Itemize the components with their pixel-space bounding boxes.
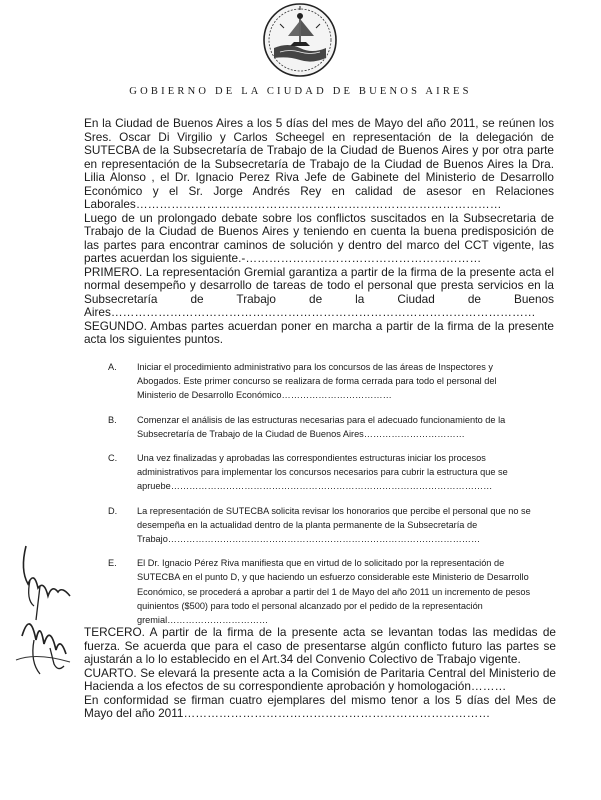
segundo-clause: SEGUNDO. Ambas partes acuerdan poner en marcha a partir de la firma de la presente acta los siguientes puntos. [84, 318, 554, 346]
list-item [108, 360, 538, 403]
list-item [108, 504, 538, 547]
handwritten-signature [0, 540, 84, 700]
conformity-statement: En conformidad se firman cuatro ejemplares del mismo tenor a los 5 días del Mes de Mayo del año 2011…………………………………………………………………… [84, 692, 556, 720]
item-letter: B. [108, 414, 117, 425]
item-letter: C. [108, 453, 118, 464]
item-letter: E. [108, 558, 117, 569]
opening-paragraph: En la Ciudad de Buenos Aires a los 5 días del mes de Mayo del año 2011, se reúnen los Sres. Oscar Di Virgilio y Carlos Scheegel en representación de la delegación de SUTECBA de la Subsecretaría de Trabajo de la Ciudad de Buenos Aires y por otra parte en representación de la Subsecretaría de Trabajo de la Ciudad de Buenos Aires la Dra. Lilia Alonso , el Dr. Ignacio Perez Riva Jefe de Gabinete del Ministerio de Desarrollo Económico y el Sr. Jorge Andrés Rey en calidad de asesor en Relaciones Laborales………………………………………………………………………………… [84, 116, 554, 211]
item-letter: D. [108, 505, 118, 516]
primero-clause: PRIMERO. La representación Gremial garantiza a partir de la firma de la presente acta el normal desempeño y desarrollo de tareas de todo el personal que presta servicios en la Subsecretaría de Trabajo de la Ciudad de Buenos Aires……………………………………………………………………………………………… [84, 264, 554, 319]
tercero-clause: TERCERO. A partir de la firma de la presente acta se levantan todas las medidas de fuerza. Se acuerda que para el caso de presentarse algún conflicto futuro las partes se ajustarán a lo lo establecido en el Art.34 del Convenio Colectivo de Trabajo vigente. [84, 625, 556, 666]
item-text: Comenzar el análisis de las estructuras necesarias para el adecuado funcionamiento de la Subsecretaría de Trabajo de la Ciudad de Buenos Aires…………………………… [137, 414, 506, 439]
item-text: Iniciar el procedimiento administrativo para los concursos de las áreas de Inspectores y Abogados. Este primer concurso se realizara de forma cerrada para todo el personal del Ministerio de Desarrollo Económico……………………………… [137, 362, 497, 401]
agreement-points-list [108, 360, 538, 637]
item-text: Una vez finalizadas y aprobadas las correspondientes estructuras iniciar los procesos administrativos para implementar los concursos necesarios para cubrir la estructura que se apruebe…………………………………………………………………………………………… [137, 453, 508, 492]
document-body [84, 117, 554, 347]
cuarto-clause: CUARTO. Se elevará la presente acta a la Comisión de Paritaria Central del Ministerio de Hacienda a los efectos de su correspondiente aprobación y homologación……… [84, 665, 556, 693]
item-text: La representación de SUTECBA solicita revisar los honorarios que percibe el personal que no se desempeña en la actualidad dentro de la planta permanente de la Subsecretaría de Trabajo………………………………………………………………………………………… [137, 505, 531, 545]
closing-clauses [84, 626, 556, 721]
item-letter: A. [108, 362, 117, 372]
list-item [108, 451, 538, 494]
item-text: El Dr. Ignacio Pérez Riva manifiesta que en virtud de lo solicitado por la representación de SUTECBA en el punto D, y que haciendo un esfuerzo considerable este Ministerio de Desarrollo Económico, se procederá a aprobar a partir del 1 de Mayo del año 2011 un incremento de pesos quinientos ($500) para todo el personal alcanzado por el pedido de la representación gremial…………………………… [137, 558, 531, 626]
city-coat-of-arms-seal [260, 2, 340, 78]
debate-paragraph: Luego de un prolongado debate sobre los conflictos suscitados en la Subsecretaria de Trabajo de la Ciudad de Buenos Aires y teniendo en cuenta la buena predisposición de las partes para encontrar caminos de solución y dentro del marco del CCT vigente, las partes acuerdan los siguiente.-…………………………………………………… [84, 210, 554, 265]
government-header: GOBIERNO DE LA CIUDAD DE BUENOS AIRES [129, 86, 472, 97]
list-item [108, 556, 538, 627]
list-item [108, 413, 538, 441]
